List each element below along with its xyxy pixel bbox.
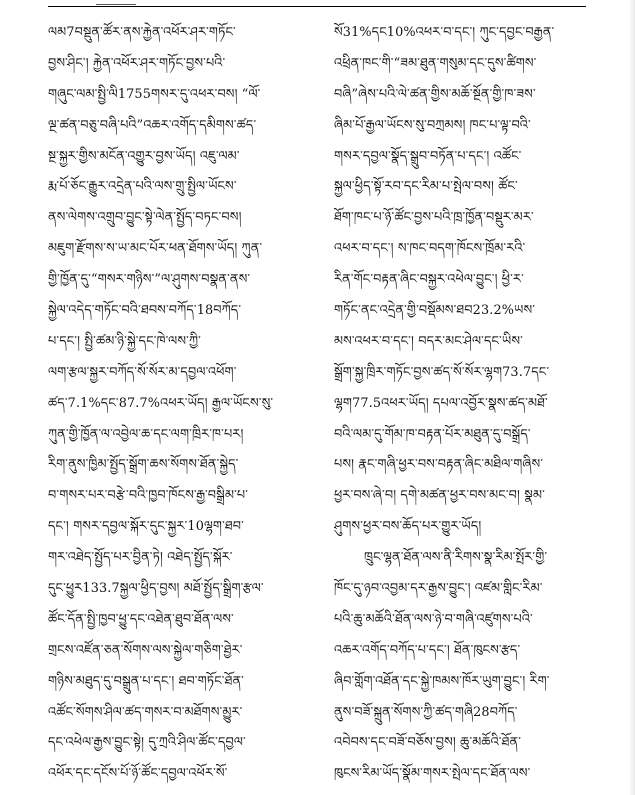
- text-line: གཏོང་ནང་འདྲེན་གྱི་བསྡོམས་ཐབ23.2%ཡས་: [334, 303, 536, 319]
- text-line: འཕར་བ་དང་། ས་ཁང་བདག་ཁོངས་ཁྲོམ་རའི་: [334, 241, 526, 257]
- text-line: ཚོང་དོན་སྤྱི་ཁྱབ་ཕྱུ་དང་འཐེན་ཐུབ་ཐོན་ལས་: [48, 611, 234, 627]
- text-line: པའི་ཆུ་མཆོའི་ཐོན་ལས་ཉེ་བ་གཞི་འཛུགས་པའི་: [334, 611, 533, 627]
- text-line: དང་འཕེལ་རྒྱས་བྱུང་སྟེ། དུ་ཀྲའི་ཤིལ་ཚོང་དབྱལ་: [48, 735, 246, 751]
- text-line: ཐོག་ཁང་པ་ཉོ་ཚོང་བྱས་པའི་ཁྲ་ཁྱོན་བསྡུར་མར་: [334, 210, 534, 226]
- text-line: བའི་ལམ་དུ་གོམ་ཁ་བརྟན་པོར་མཐུན་དུ་བསྒྲོད་: [334, 426, 531, 442]
- text-line: བཞི”ཞེས་པའི་ལེ་ཚན་གྱིས་མཆོ་སྔོན་གྱི་ཁ་ཟས་: [334, 86, 536, 102]
- text-line: སྒྲོག་སྐྱ་ཁྲིར་གཏོང་བྱས་ཚད་སོ་སོར་ལྷག73.7དང་: [334, 364, 550, 380]
- text-line: འཕོར་དང་དངོས་པོ་ཉོ་ཚོང་དབྱལ་འཕོར་སོ་: [48, 766, 228, 782]
- text-line: ཀུན་གྱི་ཁྱོན་ལ་འབྱེལ་ཆ་དང་ལག་ཁྲིར་ཁ་པར།: [48, 426, 244, 442]
- text-line: མས་འཕར་བ་དང་། བདར་མང་ཤེལ་དང་ཡིས་: [334, 333, 523, 349]
- header-rule: [48, 6, 586, 7]
- text-line: བ་གསར་པར་བརྩེ་བའི་ཁྱབ་ཁོངས་རྒྱ་བསྒྲིམ་པ་: [48, 488, 249, 504]
- text-line: ལམ7བསྡུན་ཚོར་ནས་རྐྱེན་འཕོར་ཤར་གཏོང་: [48, 25, 236, 40]
- text-line: སྔ་སྐྱར་གྱིས་མངོན་འགྱུར་བྱས་ཡོད། འཇུ་ལམ་: [48, 148, 240, 164]
- text-line: ལྷག77.5འཕར་ཡོད། དཔལ་འབྱོར་སྣས་ཚད་མཐོ་: [334, 395, 548, 411]
- text-line: གཞུང་ལམ་སྤྱི་ལི1755གསར་དུ་འཕར་བས། “ལོ་: [48, 86, 261, 102]
- text-line: ཚད་7.1%དང་87.7%འཕར་ཡོད། རྒྱལ་ཡོངས་སུ་: [48, 395, 274, 411]
- text-line: པ་དང་། སྤྱི་ཚམ་ཉི་སྐྱེ་དང་ཁེ་ལས་ཀྱི་: [48, 333, 201, 349]
- text-line: ཁོང་དུ་ཉབ་འབྱམ་དར་རྒྱས་བྱུང་། འཛམ་གླིང་རིམ་: [334, 581, 543, 597]
- right-text-column: [334, 18, 586, 790]
- text-line: ཞིབ་གློག་འཐོན་དང་སྐྱེ་ཁམས་ཁོར་ཡུག་བྱུང་། རིག་: [334, 673, 550, 689]
- text-line: ཞིམ་པོ་རྒྱལ་ཡོངས་སུ་བཀྲམས། ཁང་པ་ལྟ་བའི་: [334, 117, 531, 133]
- text-line: ལྔ་ཚན་བཅུ་བཞི་པའི”འཆར་འགོད་དམིགས་ཚད་: [48, 117, 257, 133]
- text-line: ཕྱར་བས་ཞེ་བ། དགེ་མཚན་ཕྱར་བས་མང་བ། སྣམ་: [334, 488, 546, 504]
- text-line: ནུས་བཟོ་སྐྲུན་སོགས་ཀྱི་ཚད་གཞི28བཀོད་: [334, 704, 518, 720]
- text-line: སྐྱལ་ཕྱིད་སྟོ་རབ་དང་རིམ་པ་སྤེལ་བས། ཚོང་: [334, 179, 518, 195]
- text-line: དུང་ཕྱུར133.7སྐྱལ་ཕྱིད་བྱས། མཐོ་སྤྱོད་སྒྲིག་རྩལ་: [48, 581, 264, 597]
- text-line: སོ31%དང10%འཕར་བ་དང་། ཀུང་དབྱང་བརྒྱན་: [334, 25, 555, 40]
- text-line: སྐྱེལ་འདེད་གཏོང་བའི་ཐབས་བཀོད་18བཀོད་: [48, 303, 242, 319]
- text-line: འཚོང་སོགས་ཤིལ་ཚད་གསར་བ་མཐོགས་མྱུར་: [48, 704, 243, 720]
- text-line: གསར་དབྱལ་སྣོད་སྒྲུབ་བཏོན་པ་དང་། འཚོང་: [334, 148, 522, 164]
- text-line: མཇུག་རྫོགས་ས་ཡ་མང་པོར་ཕན་ཐོགས་ཡོད། ཀུན་: [48, 241, 263, 257]
- text-line: ཁུངས་རིམ་ཡོད་སྣོམ་གསར་སྤེལ་དང་ཐོན་ལས་: [334, 766, 531, 782]
- text-line: རིན་གོང་བརྟན་ཞིང་བསྐྱར་འཕེལ་བྱུང་། ཕྱི་ར་: [334, 272, 524, 288]
- text-line: འབེབས་དང་བཟོ་བཅོས་བྱས། ཆུ་མཆོའི་ཐོན་: [334, 735, 522, 751]
- text-line: གཉིས་མཐུད་དུ་བསྒྲུན་པ་དང་། ཐབ་གཏོང་ཐོན་: [48, 673, 244, 689]
- text-line: པས། རྣང་གཞི་ཕྱར་བས་བརྟན་ཞིང་མཐིལ་གཞིས་: [334, 457, 544, 473]
- text-line: དང་། གསར་དབྱལ་སྐོར་དུང་སྐྱར་10ལྷག་ཐབ་: [48, 519, 244, 535]
- text-line: ནས་ལེགས་འགྲུབ་བྱུང་སྟེ་ལེན་སྤྱོད་བཏང་བས།: [48, 210, 242, 226]
- text-line: ལག་རྩལ་སྐྱར་བཀོད་སོ་སོར་མ་དབྱལ་འཕོག་: [48, 364, 237, 380]
- page-edge-shadow: [629, 0, 635, 795]
- text-line: ཤུགས་ཕྱར་བས་ཆོད་པར་གྱུར་ཡོད།: [334, 519, 482, 535]
- text-line: འཆར་འགོད་བཀོད་པ་དང་། ཐོན་ཁུངས་རྩད་: [334, 642, 521, 658]
- text-line: གར་འཐེད་སྤྱོད་པར་བྱིན་ཏེ། འཐེད་སྤྱོད་སྐོར་: [48, 550, 233, 566]
- text-line: གྱི་ཁྱོན་དུ་“གསར་གཉིས་”ལ་ཤུགས་བསྣན་ནས་: [48, 272, 251, 288]
- text-line: བྱས་ཤིང་། རྐྱེན་འཕོར་ཤར་གཏོང་བྱས་པའི་: [48, 55, 226, 71]
- header-tick-mark: [96, 0, 136, 5]
- text-line: ཁྲུང་ལྷན་ཐོན་ལས་ནི་རིགས་སྣ་རིམ་སྤོར་གྱི་: [364, 550, 548, 566]
- text-line: གྲངས་འཛོན་ཅན་སོགས་ལས་སྐྱེལ་གཅིག་ཐྱེར་: [48, 642, 243, 658]
- text-line: འཕྲིན་ཁང་གི་“ཟམ་ཐུན་གསུམ་དང་དུས་ཚིགས་: [334, 55, 537, 71]
- text-line: རིག་ནུས་ཁྱིམ་སྤྱོད་སྒྲོག་ཆས་སོགས་ཐོན་སྐྱེད་: [48, 457, 239, 473]
- text-line: རྨ་པོ་ཅོང་རྒྱུར་འདྲེན་པའི་ལས་གྲུ་སྤྱིལ་ཡོངས་: [48, 179, 237, 195]
- left-text-column: [48, 18, 300, 790]
